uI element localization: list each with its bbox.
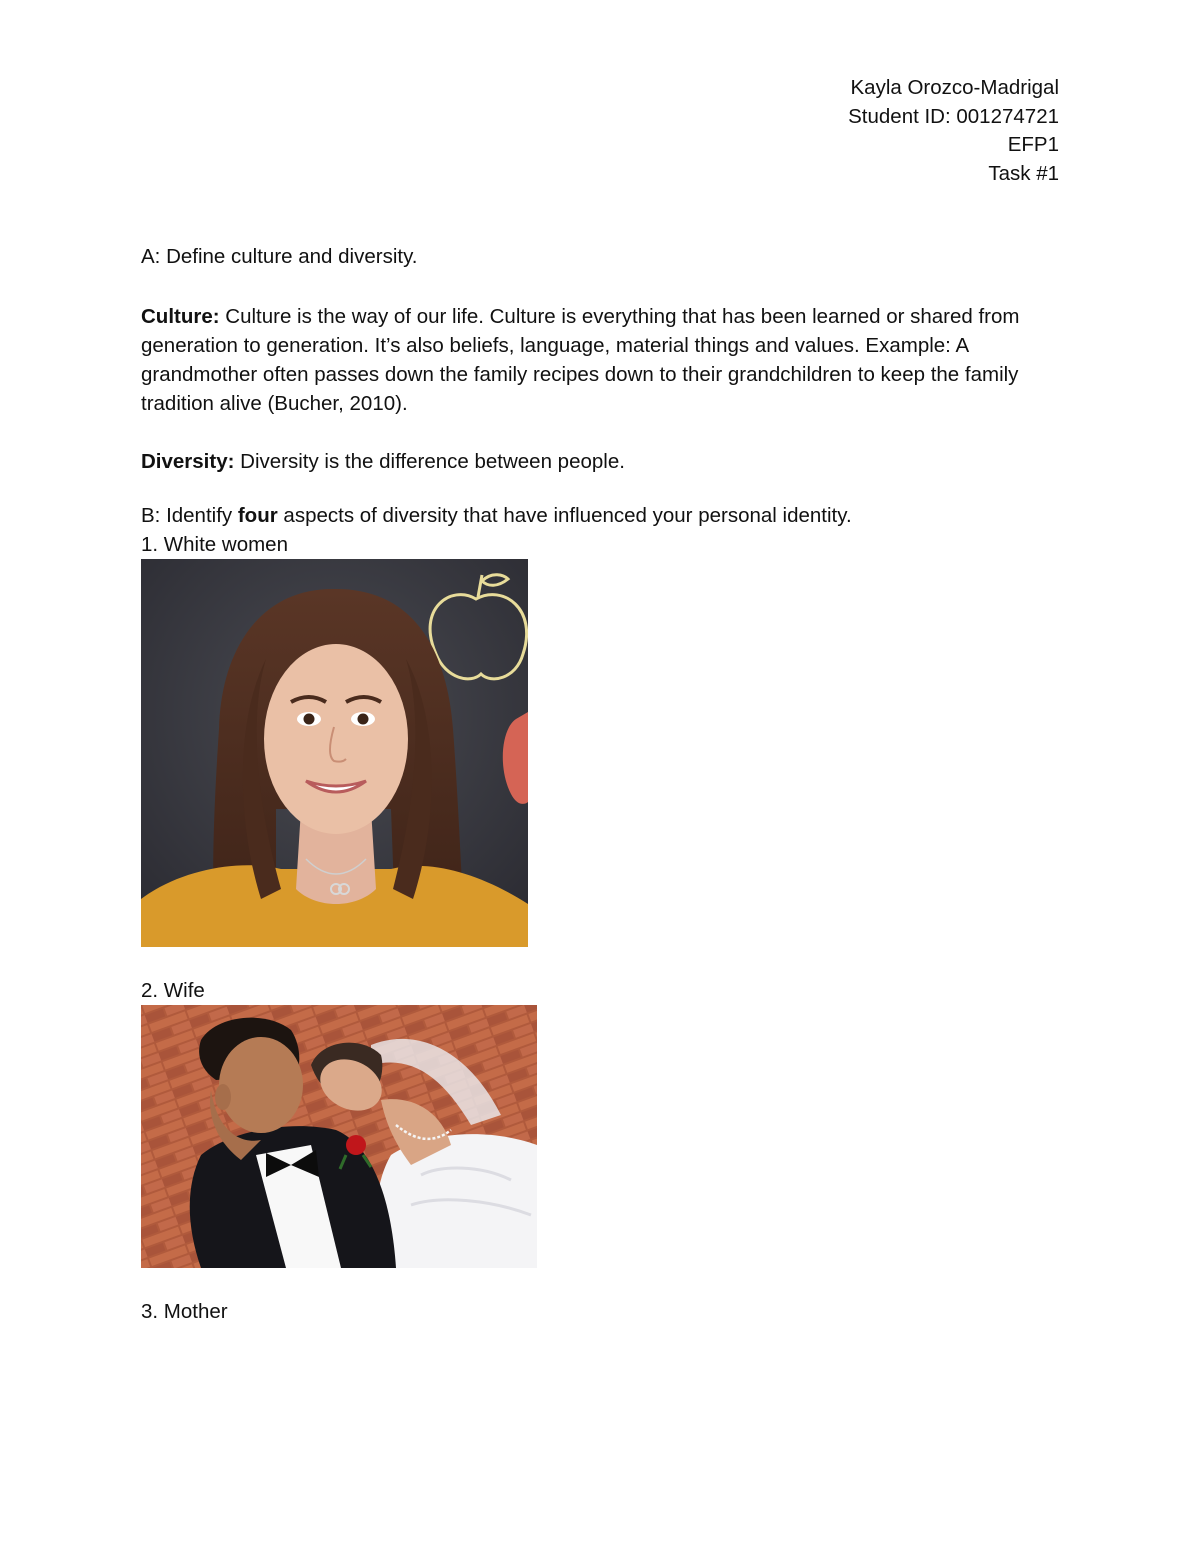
question-a: A: Define culture and diversity. bbox=[141, 245, 418, 268]
author-name: Kayla Orozco-Madrigal bbox=[850, 76, 1059, 99]
question-b-pre: B: Identify bbox=[141, 504, 238, 527]
diversity-label: Diversity: bbox=[141, 450, 235, 473]
wedding-photo bbox=[141, 1005, 537, 1268]
list-item-2: 2. Wife bbox=[141, 979, 205, 1002]
student-id: Student ID: 001274721 bbox=[848, 104, 1059, 128]
diversity-text: Diversity is the difference between people. bbox=[234, 450, 625, 473]
culture-paragraph bbox=[141, 302, 1071, 418]
question-b-bold: four bbox=[237, 504, 278, 527]
list-item-3: 3. Mother bbox=[141, 1300, 228, 1323]
question-b bbox=[141, 504, 852, 528]
culture-label: Culture: bbox=[141, 305, 220, 328]
header-block bbox=[848, 74, 1059, 188]
list-item-1: 1. White women bbox=[141, 533, 288, 556]
portrait-image bbox=[141, 559, 528, 947]
task-number: Task #1 bbox=[988, 161, 1059, 185]
portrait-photo bbox=[141, 559, 528, 947]
question-b-post: aspects of diversity that have influenced your personal identity. bbox=[277, 504, 852, 527]
wedding-image bbox=[141, 1005, 537, 1268]
course-code: EFP1 bbox=[1007, 133, 1059, 156]
diversity-paragraph bbox=[141, 447, 1071, 476]
culture-text: Culture is the way of our life. Culture is everything that has been learned or shared from generation to generation. It’s also beliefs, language, material things and values. Example: A grandmother often passes down the family recipes down to their grandchildren to keep the family tradition alive (Bucher, 2010). bbox=[141, 305, 1020, 415]
